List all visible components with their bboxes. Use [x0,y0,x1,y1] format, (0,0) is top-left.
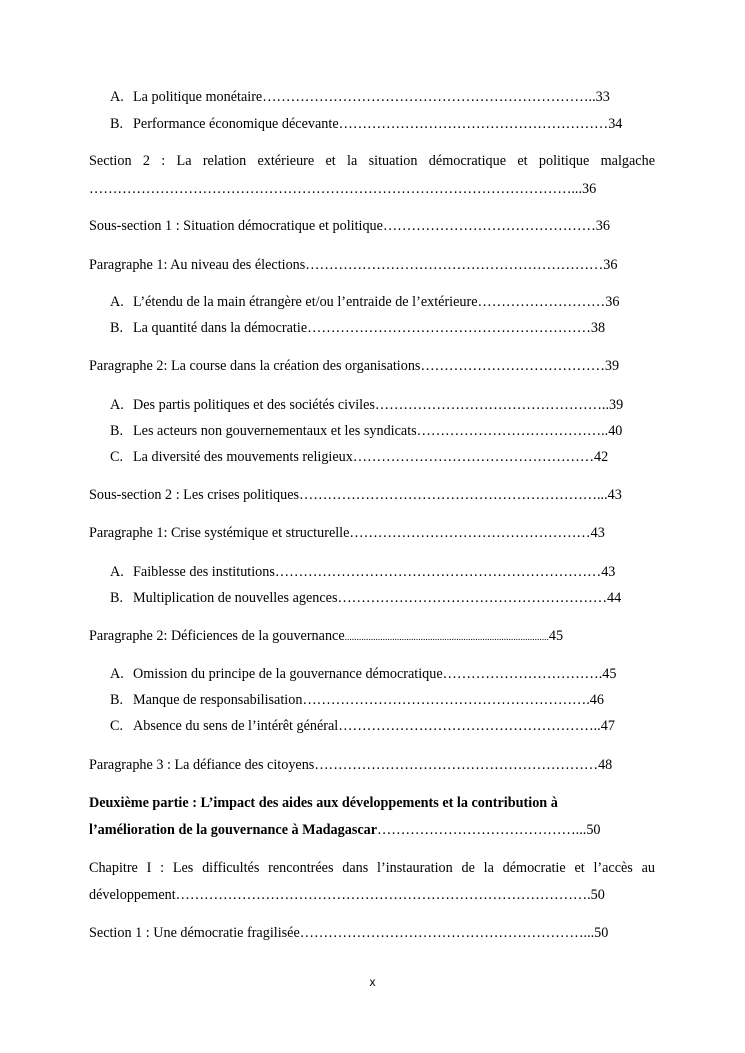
toc-leader: …………………………………………… [349,525,591,541]
toc-entry[interactable] [110,589,655,607]
toc-page-number: 39 [609,397,624,413]
toc-title: Paragraphe 2: Déficiences de la gouvernance [89,628,345,644]
toc-label: A. [110,666,124,682]
toc-leader: ………………………………… [420,358,605,374]
toc-entry[interactable] [110,115,655,133]
toc-leader: …………………………………………………… [307,320,591,336]
toc-leader: ……………………………………………….. [338,718,601,734]
toc-title: Des partis politiques et des sociétés civiles [133,397,375,413]
toc-entry-line2[interactable] [89,180,655,198]
toc-entry-line2[interactable] [89,821,655,839]
toc-entry[interactable] [89,486,655,504]
toc-entry-line2[interactable] [89,886,655,904]
toc-entry[interactable] [89,256,655,274]
toc-page-number: 46 [589,692,604,708]
toc-leader: ………………………………………….. [374,397,610,413]
toc-label: C. [110,718,124,734]
toc-title: Manque de responsabilisation [133,692,303,708]
toc-entry[interactable] [89,357,655,375]
toc-title: La quantité dans la démocratie [133,320,308,336]
toc-leader: …………………………………………… [352,449,595,465]
toc-entry[interactable] [89,756,655,774]
toc-page-number: 33 [595,89,610,105]
toc-label: B. [110,590,124,606]
toc-page-number: 43 [590,525,605,541]
page-number-footer: x [369,975,376,989]
toc-title: La politique monétaire [133,89,263,105]
toc-leader: ……………………………. [442,666,603,682]
toc-entry[interactable] [110,563,655,581]
toc-leader: …………………………………………………………….. [262,89,596,105]
toc-leader: ……………………………………………………… [305,257,604,273]
toc-label: B. [110,423,124,439]
toc-title: Sous-section 1 : Situation démocratique et politique [89,218,383,234]
toc-page-number: 38 [590,320,606,336]
toc-title: Paragraphe 2: La course dans la création des organisations [89,358,421,374]
toc-entry-line1[interactable] [89,859,655,877]
toc-title: Deuxième partie : L’impact des aides aux développements et la contribution à [89,795,558,811]
toc-entry[interactable] [110,665,655,683]
toc-leader: ………………………………….. [416,423,609,439]
toc-entry[interactable] [110,717,655,735]
toc-entry[interactable] [110,448,655,466]
toc-label: B. [110,116,124,132]
toc-entry[interactable] [89,924,655,942]
toc-title: Paragraphe 3 : La défiance des citoyens [89,757,315,773]
toc-page-number: 39 [604,358,620,374]
toc-page-number: 50 [594,925,609,941]
toc-page-number: 43 [601,564,616,580]
toc-leader: ……………………………………………………. [302,692,590,708]
toc-entry[interactable] [89,627,655,647]
toc-title: Performance économique décevante [133,116,339,132]
toc-page-number: 40 [608,423,623,439]
toc-leader: ……………………………………… [382,218,596,234]
toc-leader: …………………………………………………………………………………………... [89,181,583,197]
toc-page-number: 43 [607,487,622,503]
toc-title: Absence du sens de l’intérêt général [133,718,339,734]
toc-leader: ………………………………………………… [337,590,608,606]
toc-leader: ……………………………………………………………………………. [175,887,591,903]
toc-leader: ………………………………………………… [338,116,609,132]
toc-title: Paragraphe 1: Crise systémique et structurelle [89,525,350,541]
toc-page-number: 34 [608,116,623,132]
toc-entry[interactable] [89,524,655,542]
toc-title: Section 2 : La relation extérieure et la situation démocratique et politique malgache [89,153,655,169]
toc-entry[interactable] [110,88,655,106]
toc-title: Chapitre I : Les difficultés rencontrées dans l’instauration de la démocratie et l’accès au [89,860,655,876]
toc-label: A. [110,397,124,413]
toc-page-number: 47 [600,718,615,734]
toc-page-number: 36 [582,181,597,197]
toc-page-number: 36 [603,257,618,273]
toc-leader: …………………………………………………… [314,757,599,773]
toc-leader: ……………………………………... [377,822,587,838]
toc-leader: …………………………………………………………… [274,564,602,580]
toc-page-number: 50 [586,822,601,838]
toc-leader: ……………………… [477,294,606,310]
toc-title: Paragraphe 1: Au niveau des élections [89,257,306,273]
toc-label: A. [110,294,124,310]
toc-title: L’étendu de la main étrangère et/ou l’entraide de l’extérieure [133,294,478,310]
toc-title: Les acteurs non gouvernementaux et les syndicats [133,423,417,439]
toc-leader: ...................................................................................... [344,633,549,643]
toc-entry[interactable] [110,422,655,440]
toc-title: La diversité des mouvements religieux [133,449,353,465]
toc-label: B. [110,320,124,336]
toc-entry[interactable] [110,396,655,414]
toc-title: l’amélioration de la gouvernance à Madagascar [89,822,378,838]
toc-label: C. [110,449,124,465]
toc-leader: ………………………………………………………... [299,487,608,503]
toc-label: B. [110,692,124,708]
toc-page-number: 45 [602,666,617,682]
toc-page-number: 36 [595,218,610,234]
toc-page-number: 44 [607,590,622,606]
toc-entry-line1[interactable] [89,794,655,812]
toc-page-number: 50 [590,887,605,903]
toc-label: A. [110,564,124,580]
toc-page-number: 42 [594,449,609,465]
toc-entry[interactable] [110,319,655,337]
toc-title: Multiplication de nouvelles agences [133,590,338,606]
toc-title: Sous-section 2 : Les crises politiques [89,487,300,503]
toc-entry[interactable] [89,217,655,235]
toc-page-number: 36 [605,294,620,310]
toc-entry-line1[interactable] [89,152,655,170]
toc-page-number: 45 [548,628,564,644]
toc-leader: ……………………………………………………... [299,925,595,941]
toc-title: Section 1 : Une démocratie fragilisée [89,925,300,941]
toc-title: développement [89,887,176,903]
toc-entry[interactable] [110,691,655,709]
toc-title: Faiblesse des institutions [133,564,275,580]
toc-label: A. [110,89,124,105]
toc-title: Omission du principe de la gouvernance démocratique [133,666,443,682]
toc-entry[interactable] [110,293,655,311]
toc-page-number: 48 [598,757,613,773]
